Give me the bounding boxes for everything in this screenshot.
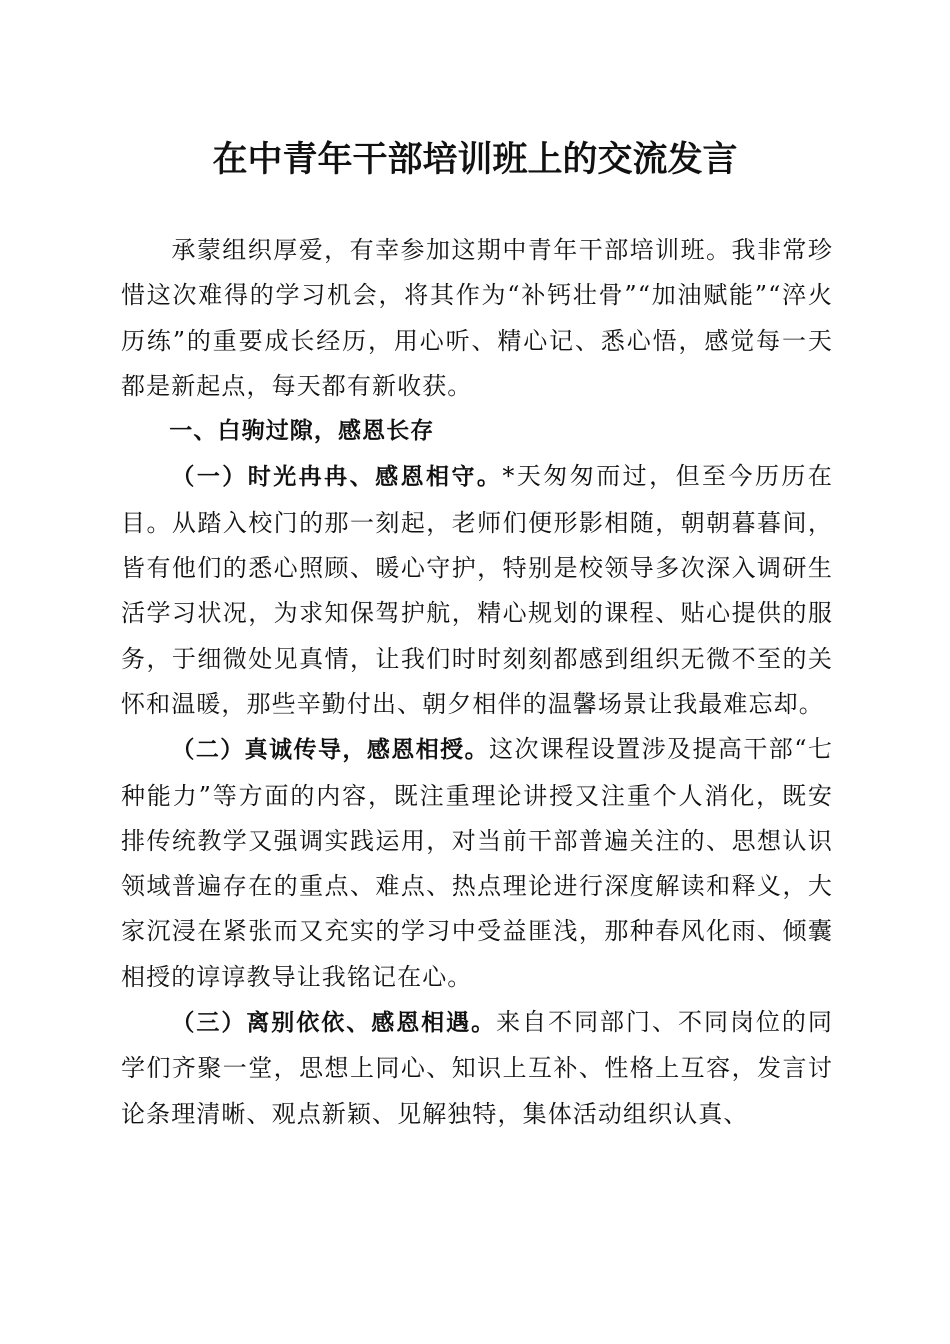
sub-section-3-text: 来自不同部门、不同岗位的同学们齐聚一堂，思想上同心、知识上互补、性格上互容，发言讨论条理清晰、观点新颖、见解独特，集体活动组织认真、 xyxy=(121,1008,833,1128)
document-title: 在中青年干部培训班上的交流发言 xyxy=(212,139,738,180)
sub-section-1-paragraph xyxy=(121,454,833,727)
sub-section-2-text: 这次课程设置涉及提高干部“七种能力”等方面的内容，既注重理论讲授又注重个人消化，既安排传统教学又强调实践运用，对当前干部普遍关注的、思想认识领域普遍存在的重点、难点、热点理论进行深度解读和释义，大家沉浸在紧张而又充实的学习中受益匪浅，那种春风化雨、倾囊相授的谆谆教导让我铭记在心。 xyxy=(121,735,833,991)
sub-section-2-heading: （二）真诚传导，感恩相授。 xyxy=(171,737,490,764)
intro-paragraph: 承蒙组织厚爱，有幸参加这期中青年干部培训班。我非常珍惜这次难得的学习机会，将其作为“补钙壮骨”“加油赋能”“淬火历练”的重要成长经历，用心听、精心记、悉心悟，感觉每一天都是新起点，每天都有新收获。 xyxy=(121,236,833,400)
sub-section-1-heading: （一）时光冉冉、感恩相守。 xyxy=(171,464,503,491)
section-1-heading: 一、白驹过隙，感恩长存 xyxy=(169,418,435,445)
sub-section-1-text: *天匆匆而过，但至今历历在目。从踏入校门的那一刻起，老师们便形影相随，朝朝暮暮间，皆有他们的悉心照顾、暖心守护，特别是校领导多次深入调研生活学习状况，为求知保驾护航，精心规划的课程、贴心提供的服务，于细微处见真情，让我们时时刻刻都感到组织无微不至的关怀和温暖，那些辛勤付出、朝夕相伴的温馨场景让我最难忘却。 xyxy=(121,462,833,718)
sub-section-3-heading: （三）离别依依、感恩相遇。 xyxy=(171,1010,497,1037)
sub-section-3-paragraph xyxy=(121,1000,833,1137)
document-body xyxy=(121,228,833,1137)
sub-section-2-paragraph xyxy=(121,727,833,1000)
